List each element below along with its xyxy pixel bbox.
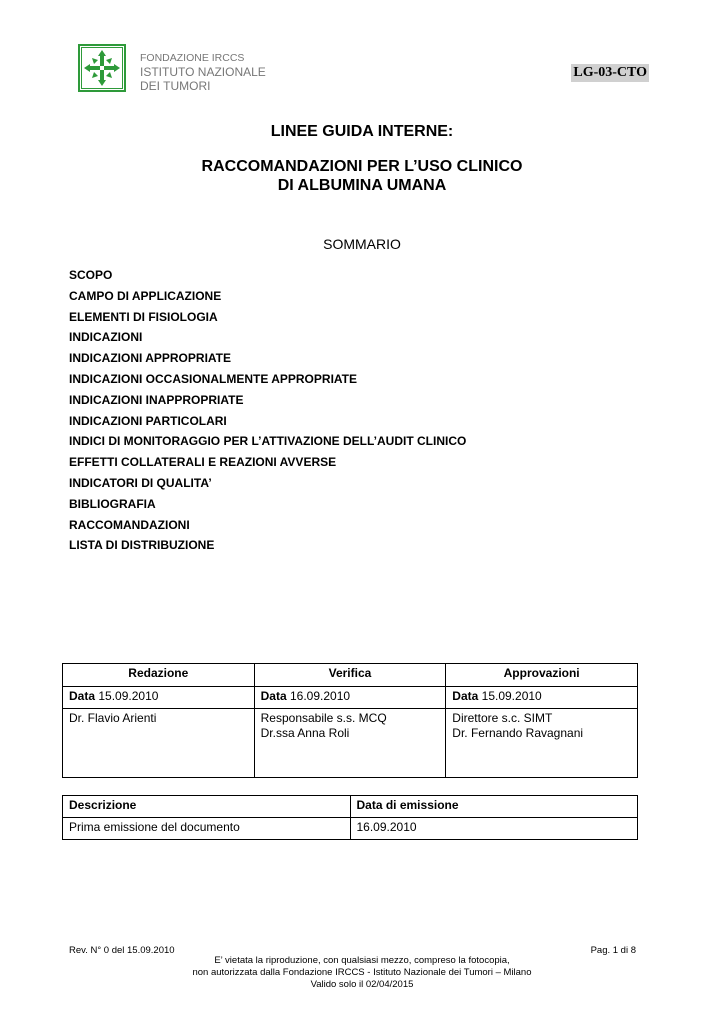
toc-item[interactable]: SCOPO xyxy=(69,268,113,282)
person-cell xyxy=(63,709,255,778)
summary-heading: SOMMARIO xyxy=(323,236,401,252)
date-cell xyxy=(63,687,255,709)
toc-item[interactable]: LISTA DI DISTRIBUZIONE xyxy=(69,538,215,553)
person-line-2: Dr. Fernando Ravagnani xyxy=(452,726,584,740)
document-title-line-3: DI ALBUMINA UMANA xyxy=(277,177,447,194)
footer-notice xyxy=(0,955,724,991)
table-header-row xyxy=(63,664,638,687)
header-verifica: Verifica xyxy=(254,664,446,687)
table-of-contents xyxy=(69,268,466,559)
date-label: Data xyxy=(452,689,479,703)
date-label: Data xyxy=(260,689,287,703)
person-cell xyxy=(446,709,638,778)
person-cell xyxy=(254,709,446,778)
toc-item[interactable]: INDICAZIONI APPROPRIATE xyxy=(69,351,232,366)
header-redazione: Redazione xyxy=(63,664,255,687)
toc-item[interactable]: INDICAZIONI xyxy=(69,330,143,345)
toc-item[interactable]: INDICAZIONI PARTICOLARI xyxy=(69,413,227,428)
header-data-emissione: Data di emissione xyxy=(350,796,638,818)
table-header-row xyxy=(63,796,638,818)
person-line-2: Dr.ssa Anna Roli xyxy=(260,726,350,740)
footer-note-line-3: Valido solo il 02/04/2015 xyxy=(310,979,414,990)
date-value: 15.09.2010 xyxy=(481,689,542,703)
description-table xyxy=(62,795,638,840)
document-title xyxy=(0,157,724,195)
person-line-1: Direttore s.c. SIMT xyxy=(452,711,553,725)
table-row xyxy=(63,709,638,778)
document-code: LG-03-CTO xyxy=(573,65,647,80)
organization-name xyxy=(140,51,266,93)
header-approvazioni: Approvazioni xyxy=(446,664,638,687)
header-descrizione: Descrizione xyxy=(63,796,351,818)
person-line-1: Dr. Flavio Arienti xyxy=(69,711,157,725)
toc-item[interactable]: CAMPO DI APPLICAZIONE xyxy=(69,288,222,303)
revision-info: Rev. N° 0 del 15.09.2010 xyxy=(69,945,175,956)
org-line-3: DEI TUMORI xyxy=(140,79,211,93)
toc-item[interactable]: BIBLIOGRAFIA xyxy=(69,496,156,511)
date-label: Data xyxy=(69,689,96,703)
cross-logo-icon xyxy=(78,44,126,92)
date-cell xyxy=(254,687,446,709)
document-title-line-2: RACCOMANDAZIONI PER L’USO CLINICO xyxy=(201,158,523,175)
toc-item[interactable]: RACCOMANDAZIONI xyxy=(69,517,190,532)
footer-note-line-2: non autorizzata dalla Fondazione IRCCS - Istituto Nazionale dei Tumori – Milano xyxy=(192,967,532,978)
org-line-2: ISTITUTO NAZIONALE xyxy=(140,65,266,79)
toc-item[interactable]: INDICAZIONI OCCASIONALMENTE APPROPRIATE xyxy=(69,371,358,386)
page-number: Pag. 1 di 8 xyxy=(590,945,636,956)
emission-date-cell: 16.09.2010 xyxy=(350,818,638,840)
footer-note-line-1: E’ vietata la riproduzione, con qualsiasi mezzo, compreso la fotocopia, xyxy=(214,955,510,966)
date-cell xyxy=(446,687,638,709)
table-row xyxy=(63,687,638,709)
date-value: 15.09.2010 xyxy=(98,689,159,703)
toc-item[interactable]: INDICATORI DI QUALITA’ xyxy=(69,475,212,490)
person-line-1: Responsabile s.s. MCQ xyxy=(260,711,387,725)
toc-item[interactable]: INDICI DI MONITORAGGIO PER L’ATTIVAZIONE DELL’AUDIT CLINICO xyxy=(69,434,467,449)
org-line-1: FONDAZIONE IRCCS xyxy=(140,52,245,64)
approvals-table xyxy=(62,663,638,778)
date-value: 16.09.2010 xyxy=(289,689,351,703)
toc-item[interactable]: INDICAZIONI INAPPROPRIATE xyxy=(69,392,244,407)
description-cell: Prima emissione del documento xyxy=(63,818,351,840)
table-row xyxy=(63,818,638,840)
toc-item[interactable]: ELEMENTI DI FISIOLOGIA xyxy=(69,309,218,324)
institute-logo xyxy=(78,44,126,92)
toc-item[interactable]: EFFETTI COLLATERALI E REAZIONI AVVERSE xyxy=(69,455,337,470)
document-title-line-1: LINEE GUIDA INTERNE: xyxy=(270,123,454,140)
